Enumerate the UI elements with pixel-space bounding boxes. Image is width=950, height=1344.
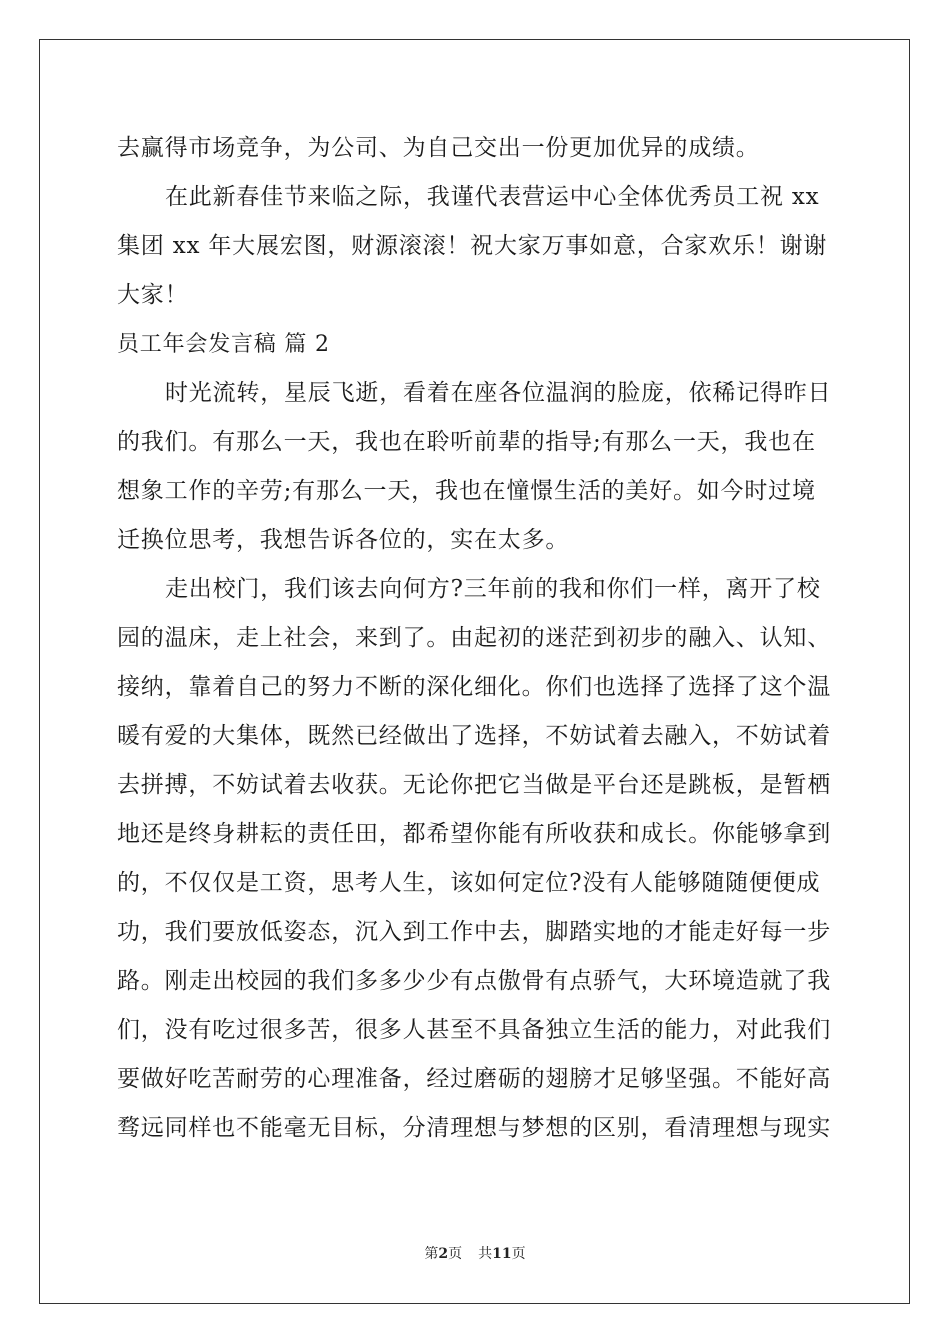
text-line: 想象工作的辛劳;有那么一天，我也在憧憬生活的美好。如今时过境 [117,478,816,504]
text-line: 的我们。有那么一天，我也在聆听前辈的指导;有那么一天，我也在 [117,429,816,455]
text-line: 骛远同样也不能毫无目标，分清理想与梦想的区别，看清理想与现实 [117,1115,831,1141]
total-pages-number: 11 [492,1246,512,1262]
paragraph-start-line: 在此新春佳节来临之际，我谨代表营运中心全体优秀员工祝 xx [165,184,820,210]
text-line: 功，我们要放低姿态，沉入到工作中去，脚踏实地的才能走好每一步 [117,919,831,945]
text-line: 迁换位思考，我想告诉各位的，实在太多。 [117,527,570,553]
page-footer [0,1243,950,1263]
text-line: 大家！ [117,282,189,308]
text-line: 路。刚走出校园的我们多多少少有点傲骨有点骄气，大环境造就了我 [117,968,831,994]
total-pages-prefix: 共 [478,1246,493,1262]
text-line: 接纳，靠着自己的努力不断的深化细化。你们也选择了选择了这个温 [117,674,831,700]
text-line: 的，不仅仅是工资，思考人生，该如何定位?没有人能够随随便便成 [117,870,821,896]
current-page-number: 2 [438,1246,449,1262]
text-line: 要做好吃苦耐劳的心理准备，经过磨砺的翅膀才足够坚强。不能好高 [117,1066,831,1092]
text-line: 地还是终身耕耘的责任田，都希望你能有所收获和成长。你能够拿到 [117,821,831,847]
text-line: 们，没有吃过很多苦，很多人甚至不具备独立生活的能力，对此我们 [117,1017,831,1043]
document-body [117,124,837,1153]
section-heading: 员工年会发言稿 篇 2 [117,332,330,357]
paragraph-start-line: 走出校门，我们该去向何方?三年前的我和你们一样，离开了校 [165,576,821,602]
page-number-prefix: 第 [424,1246,439,1262]
text-line: 集团 xx 年大展宏图，财源滚滚！祝大家万事如意，合家欢乐！谢谢 [117,233,828,259]
text-line: 去赢得市场竞争，为公司、为自己交出一份更加优异的成绩。 [117,135,760,161]
text-line: 去拼搏，不妨试着去收获。无论你把它当做是平台还是跳板，是暂栖 [117,772,831,798]
total-pages-suffix: 页 [511,1246,526,1262]
text-line: 园的温床，走上社会，来到了。由起初的迷茫到初步的融入、认知、 [117,625,831,651]
text-line: 暖有爱的大集体，既然已经做出了选择，不妨试着去融入，不妨试着 [117,723,831,749]
paragraph-start-line: 时光流转，星辰飞逝，看着在座各位温润的脸庞，依稀记得昨日 [165,380,832,406]
page-number-suffix: 页 [448,1246,463,1262]
